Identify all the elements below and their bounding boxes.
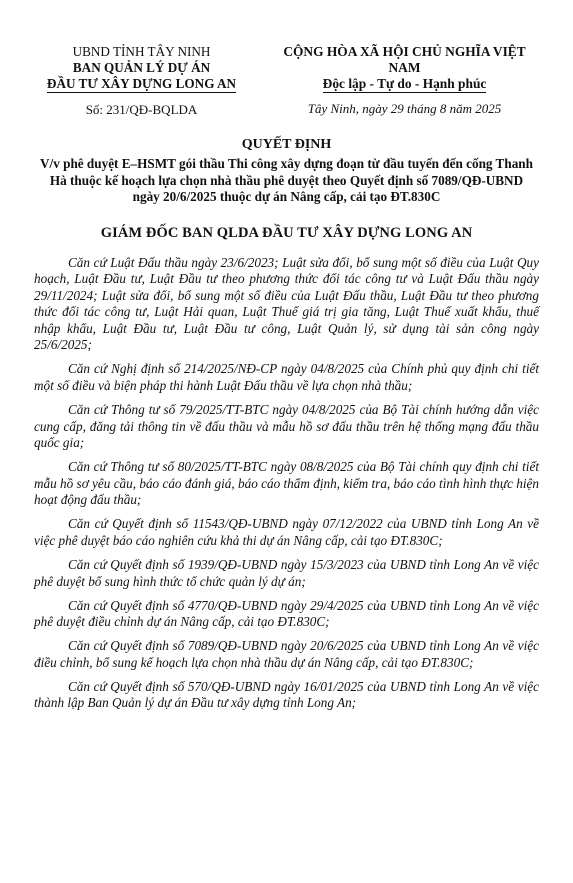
issuing-agency-block bbox=[34, 44, 249, 118]
issuing-authority: GIÁM ĐỐC BAN QLDA ĐẦU TƯ XÂY DỰNG LONG AN bbox=[100, 224, 473, 241]
legal-basis-paragraph: Căn cứ Quyết định số 570/QĐ-UBND ngày 16/01/2025 của UBND tỉnh Long An về việc thành lập Ban Quản lý dự án Đầu tư xây dựng tỉnh Long An; bbox=[34, 678, 539, 711]
legal-basis-paragraph: Căn cứ Luật Đấu thầu ngày 23/6/2023; Luật sửa đổi, bổ sung một số điều của Luật Quy hoạch, Luật Đầu tư, Luật Đầu tư theo phương thức đối tác công tư và Luật Đấu thầu ngày 29/11/2024; Luật sửa đổi, bổ sung một số điều của Luật Đấu thầu, Luật Đầu tư theo phương thức đối tác công tư, Luật Hải quan, Luật Thuế giá trị gia tăng, Luật Thuế xuất khẩu, thuế nhập khẩu, Luật Đầu tư, Luật Đầu tư công, Luật Quản lý, sử dụng tài sản công ngày 25/6/2025; bbox=[34, 254, 539, 353]
legal-bases bbox=[34, 255, 539, 712]
agency-name-wrapper bbox=[34, 76, 249, 93]
document-header bbox=[34, 0, 539, 118]
document-number: Số: 231/QĐ-BQLDA bbox=[85, 102, 198, 117]
legal-basis-paragraph: Căn cứ Quyết định số 11543/QĐ-UBND ngày 07/12/2022 của UBND tỉnh Long An về việc phê duyệt báo cáo nghiên cứu khả thi dự án Nâng cấp, cải tạo ĐT.830C; bbox=[34, 516, 539, 548]
legal-basis-paragraph: Căn cứ Quyết định số 1939/QĐ-UBND ngày 15/3/2023 của UBND tỉnh Long An về việc phê duyệt bổ sung hình thức tổ chức quản lý dự án; bbox=[34, 556, 539, 589]
document-title: QUYẾT ĐỊNH bbox=[241, 137, 332, 152]
parent-agency: UBND TỈNH TÂY NINH bbox=[72, 44, 211, 59]
legal-basis-paragraph: Căn cứ Quyết định số 4770/QĐ-UBND ngày 29/4/2025 của UBND tỉnh Long An về việc phê duyệt điều chỉnh dự án Nâng cấp, cải tạo ĐT.830C; bbox=[34, 597, 539, 630]
document-subject: V/v phê duyệt E–HSMT gói thầu Thi công xây dựng đoạn từ đầu tuyến đến cống Thanh Hà thuộc kế hoạch lựa chọn nhà thầu phê duyệt theo Quyết định số 7089/QĐ-UBND ngày 20/6/2025 thuộc dự án Nâng cấp, cải tạo ĐT.830C bbox=[40, 156, 533, 204]
national-title-block bbox=[272, 44, 537, 118]
national-name: CỘNG HÒA XÃ HỘI CHỦ NGHĨA VIỆT NAM bbox=[283, 44, 526, 75]
place-and-date: Tây Ninh, ngày 29 tháng 8 năm 2025 bbox=[307, 101, 502, 116]
legal-basis-paragraph: Căn cứ Thông tư số 80/2025/TT-BTC ngày 08/8/2025 của Bộ Tài chính quy định chi tiết mẫu hồ sơ yêu cầu, báo cáo đánh giá, báo cáo thẩm định, kiểm tra, báo cáo tình hình thực hiện hoạt động đấu thầu; bbox=[34, 459, 539, 508]
legal-basis-paragraph: Căn cứ Quyết định số 7089/QĐ-UBND ngày 20/6/2025 của UBND tỉnh Long An về việc điều chỉnh, bổ sung kế hoạch lựa chọn nhà thầu dự án Nâng cấp, cải tạo ĐT.830C; bbox=[34, 638, 539, 670]
motto-wrapper bbox=[272, 76, 537, 93]
agency-name-line1: BAN QUẢN LÝ DỰ ÁN bbox=[72, 60, 211, 75]
legal-basis-paragraph: Căn cứ Thông tư số 79/2025/TT-BTC ngày 04/8/2025 của Bộ Tài chính hướng dẫn việc cung cấp, đăng tải thông tin về đấu thầu và mẫu hồ sơ đấu thầu trên hệ thống mạng đấu thầu quốc gia; bbox=[34, 402, 539, 451]
agency-name-line2: ĐẦU TƯ XÂY DỰNG LONG AN bbox=[46, 76, 237, 91]
national-motto: Độc lập - Tự do - Hạnh phúc bbox=[322, 76, 487, 91]
legal-basis-paragraph: Căn cứ Nghị định số 214/2025/NĐ-CP ngày 04/8/2025 của Chính phủ quy định chi tiết một số điều và biện pháp thi hành Luật Đấu thầu về lựa chọn nhà thầu; bbox=[34, 361, 539, 394]
